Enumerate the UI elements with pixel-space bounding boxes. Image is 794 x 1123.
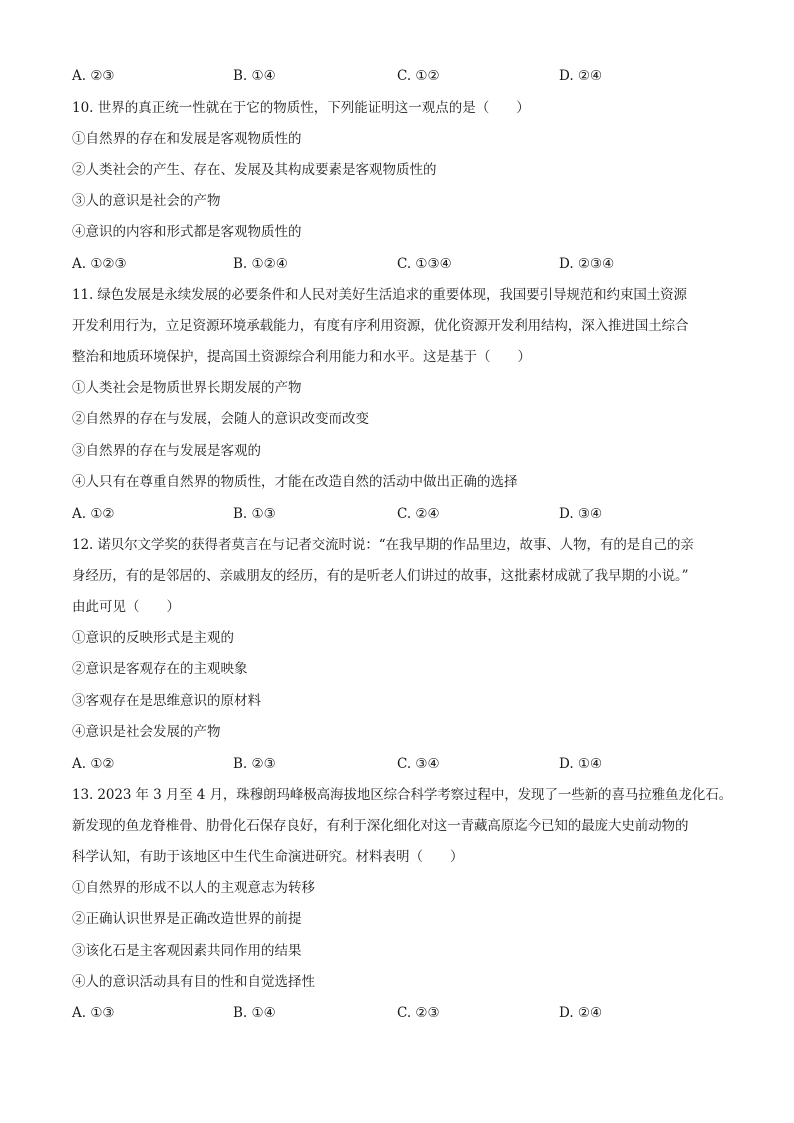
- q13-stem-line-1: 13. 2023 年 3 月至 4 月，珠穆朗玛峰极高海拔地区综合科学考察过程中，发现了一些新的喜马拉雅鱼龙化石。: [72, 787, 733, 803]
- q10-option-b[interactable]: B. ①②④: [233, 256, 288, 272]
- q13-options: [72, 1004, 732, 1022]
- q9-option-b[interactable]: B. ①④: [233, 68, 276, 84]
- q11-item-4: ④人只有在尊重自然界的物质性，才能在改造自然的活动中做出正确的选择: [72, 474, 518, 490]
- q10-item-4: ④意识的内容和形式都是客观物质性的: [72, 224, 302, 240]
- q13-option-c[interactable]: C. ②③: [397, 1005, 440, 1021]
- q10-item-3: ③人的意识是社会的产物: [72, 193, 221, 209]
- q12-options: [72, 755, 732, 773]
- q13-item-4: ④人的意识活动具有目的性和自觉选择性: [72, 974, 315, 990]
- q11-option-b[interactable]: B. ①③: [233, 506, 276, 522]
- q10-option-c[interactable]: C. ①③④: [397, 256, 452, 272]
- q10-item-2: ②人类社会的产生、存在、发展及其构成要素是客观物质性的: [72, 162, 437, 178]
- q12-item-1: ①意识的反映形式是主观的: [72, 630, 234, 646]
- q13-stem-line-2: 新发现的鱼龙脊椎骨、肋骨化石保存良好，有利于深化细化对这一青藏高原迄今已知的最庞大史前动物的: [72, 818, 689, 834]
- q9-option-c[interactable]: C. ①②: [397, 68, 440, 84]
- q11-options: [72, 505, 732, 523]
- q12-item-4: ④意识是社会发展的产物: [72, 724, 221, 740]
- q13-stem-line-3: 科学认知，有助于该地区中生代生命演进研究。材料表明（ ）: [72, 849, 464, 865]
- q12-option-a[interactable]: A. ①②: [72, 756, 115, 772]
- q11-option-c[interactable]: C. ②④: [397, 506, 440, 522]
- q13-item-2: ②正确认识世界是正确改造世界的前提: [72, 911, 302, 927]
- q13-option-b[interactable]: B. ①④: [233, 1005, 276, 1021]
- q13-item-3: ③该化石是主客观因素共同作用的结果: [72, 943, 302, 959]
- q11-option-d[interactable]: D. ③④: [559, 506, 603, 522]
- q10-option-a[interactable]: A. ①②③: [72, 256, 127, 272]
- q13-item-1: ①自然界的形成不以人的主观意志为转移: [72, 880, 315, 896]
- q12-item-3: ③客观存在是思维意识的原材料: [72, 693, 261, 709]
- q9-option-d[interactable]: D. ②④: [559, 68, 603, 84]
- q12-option-d[interactable]: D. ①④: [559, 756, 603, 772]
- q11-stem-line-2: 开发利用行为，立足资源环境承载能力，有度有序利用资源，优化资源开发利用结构，深入推进国土综合: [72, 318, 689, 334]
- q12-item-2: ②意识是客观存在的主观映象: [72, 661, 248, 677]
- q11-item-1: ①人类社会是物质世界长期发展的产物: [72, 380, 302, 396]
- q10-option-d[interactable]: D. ②③④: [559, 256, 615, 272]
- q11-stem-line-1: 11. 绿色发展是永续发展的必要条件和人民对美好生活追求的重要体现，我国要引导规范和约束国土资源: [72, 287, 687, 303]
- q10-stem: 10. 世界的真正统一性就在于它的物质性，下列能证明这一观点的是（ ）: [72, 100, 530, 116]
- q11-option-a[interactable]: A. ①②: [72, 506, 115, 522]
- q10-options: [72, 255, 732, 273]
- q10-item-1: ①自然界的存在和发展是客观物质性的: [72, 131, 302, 147]
- q11-item-3: ③自然界的存在与发展是客观的: [72, 443, 261, 459]
- q9-options: [72, 67, 732, 85]
- q11-item-2: ②自然界的存在与发展，会随人的意识改变而改变: [72, 411, 369, 427]
- q12-stem-line-3: 由此可见（ ）: [72, 599, 180, 615]
- q12-option-b[interactable]: B. ②③: [233, 756, 276, 772]
- q13-option-a[interactable]: A. ①③: [72, 1005, 115, 1021]
- q12-stem-line-2: 身经历，有的是邻居的、亲戚朋友的经历，有的是听老人们讲过的故事，这批素材成就了我早期的小说。”: [72, 568, 689, 584]
- q11-stem-line-3: 整治和地质环境保护，提高国土资源综合利用能力和水平。这是基于（ ）: [72, 349, 531, 365]
- q9-option-a[interactable]: A. ②③: [72, 68, 115, 84]
- q12-option-c[interactable]: C. ③④: [397, 756, 440, 772]
- q13-option-d[interactable]: D. ②④: [559, 1005, 603, 1021]
- q12-stem-line-1: 12. 诺贝尔文学奖的获得者莫言在与记者交流时说：“在我早期的作品里边，故事、人物，有的是自己的亲: [72, 537, 694, 553]
